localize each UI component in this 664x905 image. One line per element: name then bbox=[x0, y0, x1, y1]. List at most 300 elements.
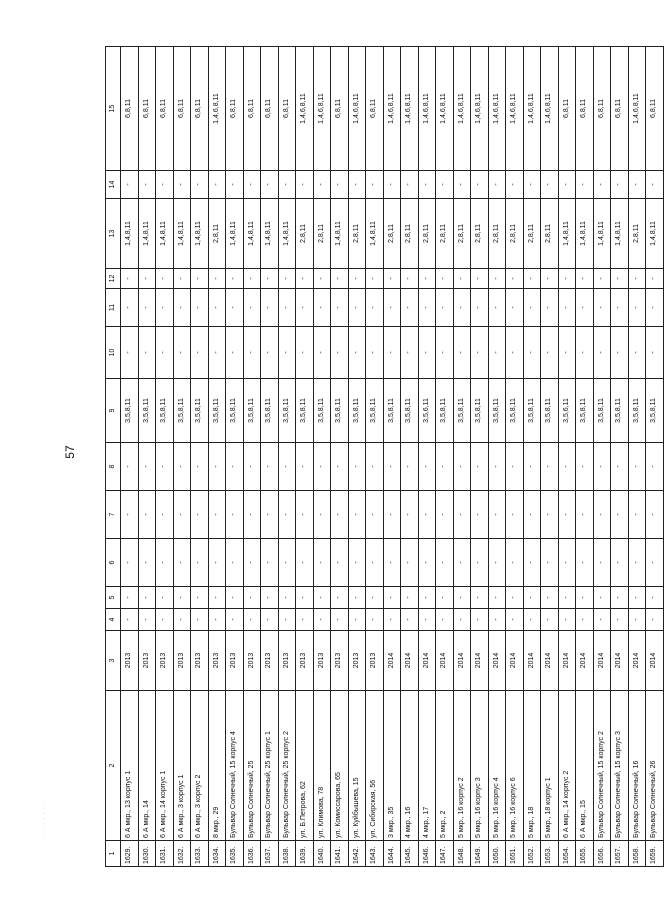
table-cell: 1,4,8,11 bbox=[611, 199, 629, 269]
table-row bbox=[593, 47, 611, 867]
table-cell: - bbox=[313, 289, 331, 327]
table-cell: - bbox=[506, 327, 524, 379]
row-number: 1641. bbox=[331, 841, 349, 867]
table-cell: - bbox=[191, 171, 209, 199]
table-cell: 3,5,8,11 bbox=[453, 379, 471, 443]
table-cell: - bbox=[226, 609, 244, 631]
table-cell: - bbox=[488, 539, 506, 587]
table-cell: - bbox=[191, 609, 209, 631]
table-cell: - bbox=[226, 587, 244, 609]
column-header: 14 bbox=[106, 171, 121, 199]
table-cell: - bbox=[558, 289, 576, 327]
table-cell: 2,8,11 bbox=[348, 199, 366, 269]
table-cell: - bbox=[331, 327, 349, 379]
table-cell: - bbox=[331, 269, 349, 289]
address-cell: Бульвар Солнечный, 15 корпус 3 bbox=[611, 691, 629, 841]
table-cell: - bbox=[541, 587, 559, 609]
table-cell: - bbox=[156, 539, 174, 587]
column-header: 11 bbox=[106, 289, 121, 327]
table-cell: - bbox=[506, 539, 524, 587]
table-cell: 6,8,11 bbox=[261, 47, 279, 171]
table-cell: 2013 bbox=[261, 631, 279, 691]
table-cell: - bbox=[208, 269, 226, 289]
table-cell: - bbox=[138, 171, 156, 199]
table-cell: 3,5,8,11 bbox=[348, 379, 366, 443]
table-cell: 2013 bbox=[191, 631, 209, 691]
table-cell: - bbox=[628, 491, 646, 539]
table-cell: - bbox=[331, 539, 349, 587]
table-cell: - bbox=[366, 269, 384, 289]
table-cell: - bbox=[576, 269, 594, 289]
table-cell: 3,5,8,11 bbox=[523, 379, 541, 443]
address-cell: Бульвар Солнечный, 15 корпус 4 bbox=[226, 691, 244, 841]
table-cell: 2014 bbox=[558, 631, 576, 691]
table-cell: - bbox=[208, 587, 226, 609]
table-cell: 2013 bbox=[173, 631, 191, 691]
table-cell: - bbox=[576, 443, 594, 491]
table-cell: - bbox=[366, 289, 384, 327]
table-cell: - bbox=[453, 327, 471, 379]
table-cell: - bbox=[243, 269, 261, 289]
table-cell: - bbox=[436, 609, 454, 631]
table-cell: - bbox=[576, 491, 594, 539]
table-cell: - bbox=[173, 609, 191, 631]
table-cell: 6,8,11 bbox=[121, 47, 139, 171]
table-row bbox=[296, 47, 314, 867]
row-number: 1656. bbox=[593, 841, 611, 867]
table-cell: - bbox=[313, 491, 331, 539]
table-cell: 3,5,8,11 bbox=[628, 379, 646, 443]
table-cell: 1,4,6,8,11 bbox=[418, 47, 436, 171]
row-number: 1658. bbox=[628, 841, 646, 867]
table-row bbox=[628, 47, 646, 867]
table-cell: - bbox=[383, 171, 401, 199]
table-cell: - bbox=[471, 587, 489, 609]
table-cell: - bbox=[628, 327, 646, 379]
table-cell: - bbox=[611, 609, 629, 631]
table-cell: - bbox=[541, 289, 559, 327]
table-cell: - bbox=[156, 171, 174, 199]
table-cell: - bbox=[226, 443, 244, 491]
table-cell: - bbox=[173, 269, 191, 289]
table-cell: - bbox=[383, 327, 401, 379]
table-cell: - bbox=[243, 443, 261, 491]
table-cell: - bbox=[121, 491, 139, 539]
table-cell: - bbox=[401, 327, 419, 379]
table-cell: - bbox=[418, 443, 436, 491]
table-cell: 1,4,8,11 bbox=[331, 199, 349, 269]
table-cell: - bbox=[366, 491, 384, 539]
table-cell: 2014 bbox=[593, 631, 611, 691]
row-number: 1631. bbox=[156, 841, 174, 867]
table-cell: - bbox=[383, 443, 401, 491]
table-row bbox=[453, 47, 471, 867]
table-cell: 2,8,11 bbox=[541, 199, 559, 269]
table-cell: - bbox=[261, 491, 279, 539]
table-cell: 2,8,11 bbox=[453, 199, 471, 269]
address-cell: 6 А мкр., 13 корпус 1 bbox=[121, 691, 139, 841]
table-cell: - bbox=[331, 491, 349, 539]
table-row bbox=[383, 47, 401, 867]
table-cell: 3,5,8,11 bbox=[576, 379, 594, 443]
table-cell: - bbox=[278, 269, 296, 289]
table-cell: 3,5,8,11 bbox=[156, 379, 174, 443]
table-cell: - bbox=[208, 491, 226, 539]
table-cell: - bbox=[331, 587, 349, 609]
table-cell: - bbox=[296, 491, 314, 539]
table-cell: 3,5,6,11 bbox=[558, 379, 576, 443]
table-cell: - bbox=[121, 539, 139, 587]
table-cell: 1,4,6,8,11 bbox=[436, 47, 454, 171]
table-cell: - bbox=[593, 289, 611, 327]
table-cell: - bbox=[191, 443, 209, 491]
table-cell: - bbox=[576, 539, 594, 587]
table-cell: - bbox=[261, 587, 279, 609]
table-row bbox=[331, 47, 349, 867]
table-cell: - bbox=[243, 289, 261, 327]
table-cell: - bbox=[366, 539, 384, 587]
table-cell: - bbox=[313, 587, 331, 609]
table-cell: - bbox=[366, 327, 384, 379]
table-cell: 6,8,11 bbox=[156, 47, 174, 171]
table-cell: - bbox=[173, 491, 191, 539]
table-row bbox=[418, 47, 436, 867]
column-header: 8 bbox=[106, 443, 121, 491]
table-cell: - bbox=[593, 491, 611, 539]
table-row bbox=[488, 47, 506, 867]
table-cell: 6,8,11 bbox=[331, 47, 349, 171]
table-cell: - bbox=[261, 609, 279, 631]
table-cell: - bbox=[593, 443, 611, 491]
table-cell: - bbox=[226, 539, 244, 587]
table-cell: 3,5,8,11 bbox=[138, 379, 156, 443]
table-cell: - bbox=[348, 443, 366, 491]
column-header: 10 bbox=[106, 327, 121, 379]
table-cell: - bbox=[383, 587, 401, 609]
table-cell: - bbox=[436, 443, 454, 491]
table-cell: - bbox=[576, 289, 594, 327]
table-cell: 2014 bbox=[401, 631, 419, 691]
table-cell: - bbox=[523, 269, 541, 289]
table-cell: - bbox=[313, 609, 331, 631]
table-cell: 2,8,11 bbox=[383, 199, 401, 269]
table-cell: 3,5,8,11 bbox=[541, 379, 559, 443]
table-cell: 6,8,11 bbox=[226, 47, 244, 171]
table-cell: - bbox=[488, 171, 506, 199]
table-cell: - bbox=[191, 327, 209, 379]
table-cell: - bbox=[611, 289, 629, 327]
address-cell: Бульвар Солнечный, 16 bbox=[628, 691, 646, 841]
table-cell: - bbox=[191, 491, 209, 539]
table-cell: - bbox=[226, 289, 244, 327]
table-cell: 2014 bbox=[628, 631, 646, 691]
table-cell: - bbox=[558, 443, 576, 491]
table-cell: - bbox=[418, 609, 436, 631]
table-cell: - bbox=[278, 171, 296, 199]
table-cell: - bbox=[593, 539, 611, 587]
address-cell: 5 мкр., 2 bbox=[436, 691, 454, 841]
table-cell: - bbox=[121, 289, 139, 327]
address-cell: 8 мкр., 29 bbox=[208, 691, 226, 841]
table-cell: - bbox=[523, 609, 541, 631]
row-number: 1651. bbox=[506, 841, 524, 867]
table-cell: - bbox=[296, 587, 314, 609]
table-row bbox=[646, 47, 664, 867]
table-cell: - bbox=[173, 539, 191, 587]
address-cell: Бульвар Солнечный, 25 bbox=[243, 691, 261, 841]
table-cell: - bbox=[313, 443, 331, 491]
row-number: 1634. bbox=[208, 841, 226, 867]
table-cell: - bbox=[628, 171, 646, 199]
row-number: 1633. bbox=[191, 841, 209, 867]
table-cell: 6,8,11 bbox=[173, 47, 191, 171]
row-number: 1632. bbox=[173, 841, 191, 867]
table-cell: - bbox=[611, 269, 629, 289]
table-cell: - bbox=[436, 171, 454, 199]
table-cell: 3,5,8,11 bbox=[593, 379, 611, 443]
row-number: 1643. bbox=[366, 841, 384, 867]
table-cell: 2013 bbox=[208, 631, 226, 691]
table-cell: - bbox=[523, 327, 541, 379]
table-cell: - bbox=[558, 327, 576, 379]
header-row bbox=[106, 47, 121, 867]
row-number: 1648. bbox=[453, 841, 471, 867]
table-cell: - bbox=[471, 491, 489, 539]
table-cell: - bbox=[628, 587, 646, 609]
table-cell: - bbox=[383, 289, 401, 327]
table-cell: 3,5,8,11 bbox=[121, 379, 139, 443]
table-cell: 1,4,6,8,11 bbox=[348, 47, 366, 171]
row-number: 1639. bbox=[296, 841, 314, 867]
table-cell: - bbox=[348, 327, 366, 379]
address-cell: ул. Б.Петрова, 62 bbox=[296, 691, 314, 841]
table-cell: - bbox=[628, 269, 646, 289]
table-row bbox=[523, 47, 541, 867]
address-cell: 6 А мкр., 14 bbox=[138, 691, 156, 841]
table-cell: - bbox=[383, 609, 401, 631]
table-cell: - bbox=[611, 171, 629, 199]
table-cell: - bbox=[593, 609, 611, 631]
table-cell: - bbox=[331, 609, 349, 631]
column-header: 15 bbox=[106, 47, 121, 171]
table-cell: 3,5,8,11 bbox=[471, 379, 489, 443]
table-cell: - bbox=[296, 269, 314, 289]
table-cell: 2014 bbox=[418, 631, 436, 691]
table-cell: - bbox=[331, 171, 349, 199]
row-number: 1645. bbox=[401, 841, 419, 867]
table-cell: - bbox=[488, 443, 506, 491]
table-cell: - bbox=[156, 327, 174, 379]
table-cell: - bbox=[366, 171, 384, 199]
table-cell: - bbox=[313, 269, 331, 289]
table-cell: 2014 bbox=[523, 631, 541, 691]
table-cell: - bbox=[278, 609, 296, 631]
address-cell: 5 мкр., 16 корпус 4 bbox=[488, 691, 506, 841]
row-number: 1629. bbox=[121, 841, 139, 867]
row-number: 1644. bbox=[383, 841, 401, 867]
table-cell: - bbox=[453, 491, 471, 539]
table-cell: 2,8,11 bbox=[471, 199, 489, 269]
table-cell: 2,8,11 bbox=[401, 199, 419, 269]
table-cell: - bbox=[261, 443, 279, 491]
table-cell: - bbox=[348, 587, 366, 609]
table-cell: - bbox=[138, 609, 156, 631]
table-cell: - bbox=[278, 491, 296, 539]
table-cell: - bbox=[488, 609, 506, 631]
table-cell: 2,8,11 bbox=[488, 199, 506, 269]
address-cell: 4 мкр., 17 bbox=[418, 691, 436, 841]
table-cell: - bbox=[348, 289, 366, 327]
table-cell: - bbox=[348, 609, 366, 631]
table-cell: - bbox=[191, 587, 209, 609]
row-number: 1659. bbox=[646, 841, 664, 867]
table-cell: - bbox=[418, 491, 436, 539]
table-cell: - bbox=[593, 587, 611, 609]
table-cell: - bbox=[558, 269, 576, 289]
table-cell: - bbox=[523, 587, 541, 609]
table-cell: 2,8,11 bbox=[313, 199, 331, 269]
table-cell: - bbox=[278, 587, 296, 609]
table-cell: - bbox=[208, 289, 226, 327]
table-cell: 2013 bbox=[278, 631, 296, 691]
table-row bbox=[208, 47, 226, 867]
table-cell: - bbox=[541, 609, 559, 631]
table-cell: 1,4,8,11 bbox=[558, 199, 576, 269]
table-cell: - bbox=[401, 539, 419, 587]
table-cell: - bbox=[173, 327, 191, 379]
table-cell: 1,4,8,11 bbox=[226, 199, 244, 269]
table-cell: 1,4,6,8,11 bbox=[313, 47, 331, 171]
table-cell: - bbox=[243, 609, 261, 631]
column-header: 6 bbox=[106, 539, 121, 587]
table-cell: - bbox=[418, 587, 436, 609]
table-cell: - bbox=[156, 443, 174, 491]
table-cell: 6,8,11 bbox=[243, 47, 261, 171]
table-cell: 2014 bbox=[471, 631, 489, 691]
table-cell: - bbox=[226, 171, 244, 199]
address-cell: 5 мкр., 18 bbox=[523, 691, 541, 841]
column-header: 4 bbox=[106, 609, 121, 631]
table-cell: 2014 bbox=[436, 631, 454, 691]
table-cell: - bbox=[628, 539, 646, 587]
table-cell: 6,8,11 bbox=[278, 47, 296, 171]
table-cell: 1,4,8,11 bbox=[366, 199, 384, 269]
table-cell: - bbox=[366, 609, 384, 631]
table-cell: - bbox=[383, 269, 401, 289]
table-row bbox=[261, 47, 279, 867]
table-cell: - bbox=[226, 327, 244, 379]
table-cell: 1,4,8,11 bbox=[173, 199, 191, 269]
table-cell: - bbox=[156, 289, 174, 327]
page-number: 57 bbox=[63, 445, 77, 459]
table-cell: 3,5,8,11 bbox=[646, 379, 664, 443]
table-cell: 2014 bbox=[506, 631, 524, 691]
column-header: 12 bbox=[106, 269, 121, 289]
table-cell: - bbox=[138, 443, 156, 491]
table-cell: 6,8,11 bbox=[576, 47, 594, 171]
table-cell: 2013 bbox=[348, 631, 366, 691]
table-cell: - bbox=[401, 609, 419, 631]
table-cell: 3,5,8,11 bbox=[488, 379, 506, 443]
table-cell: 1,4,8,11 bbox=[243, 199, 261, 269]
table-cell: 3,5,8,11 bbox=[313, 379, 331, 443]
table-cell: - bbox=[348, 539, 366, 587]
table-cell: 3,5,8,11 bbox=[278, 379, 296, 443]
table-cell: - bbox=[541, 171, 559, 199]
table-cell: 1,4,6,8,11 bbox=[506, 47, 524, 171]
table-cell: - bbox=[558, 539, 576, 587]
table-cell: - bbox=[541, 443, 559, 491]
table-cell: 6,8,11 bbox=[138, 47, 156, 171]
table-cell: 2014 bbox=[453, 631, 471, 691]
table-cell: 2014 bbox=[383, 631, 401, 691]
table-cell: - bbox=[436, 327, 454, 379]
column-header: 9 bbox=[106, 379, 121, 443]
table-cell: - bbox=[646, 491, 664, 539]
table-cell: 1,4,8,11 bbox=[138, 199, 156, 269]
table-cell: - bbox=[348, 269, 366, 289]
table-cell: 2013 bbox=[226, 631, 244, 691]
table-cell: 1,4,8,11 bbox=[576, 199, 594, 269]
table-cell: - bbox=[243, 539, 261, 587]
table-cell: - bbox=[348, 171, 366, 199]
table-cell: 3,5,8,11 bbox=[436, 379, 454, 443]
table-cell: 2013 bbox=[313, 631, 331, 691]
table-cell: - bbox=[628, 609, 646, 631]
table-cell: - bbox=[506, 443, 524, 491]
table-cell: - bbox=[471, 289, 489, 327]
table-cell: - bbox=[471, 327, 489, 379]
table-cell: - bbox=[471, 539, 489, 587]
table-cell: - bbox=[226, 269, 244, 289]
table-cell: - bbox=[208, 171, 226, 199]
table-cell: - bbox=[243, 171, 261, 199]
table-cell: - bbox=[138, 327, 156, 379]
table-cell: 6,8,11 bbox=[366, 47, 384, 171]
table-cell: 6,8,11 bbox=[646, 47, 664, 171]
table-cell: 3,5,8,11 bbox=[261, 379, 279, 443]
table-cell: 1,4,6,8,11 bbox=[401, 47, 419, 171]
row-number: 1657. bbox=[611, 841, 629, 867]
table-cell: 6,8,11 bbox=[611, 47, 629, 171]
row-number: 1647. bbox=[436, 841, 454, 867]
table-cell: - bbox=[296, 327, 314, 379]
table-cell: 2,8,11 bbox=[506, 199, 524, 269]
table-cell: - bbox=[138, 491, 156, 539]
table-row bbox=[243, 47, 261, 867]
table-cell: 1,4,8,11 bbox=[121, 199, 139, 269]
address-cell: 4 мкр., 16 bbox=[401, 691, 419, 841]
table-cell: - bbox=[191, 289, 209, 327]
table-cell: - bbox=[506, 491, 524, 539]
address-cell: Бульвар Солнечный, 25 корпус 1 bbox=[261, 691, 279, 841]
column-header: 1 bbox=[106, 841, 121, 867]
address-cell: 3 мкр., 35 bbox=[383, 691, 401, 841]
table-cell: - bbox=[488, 491, 506, 539]
row-number: 1636. bbox=[243, 841, 261, 867]
table-cell: 6,8,11 bbox=[191, 47, 209, 171]
table-cell: - bbox=[208, 609, 226, 631]
table-cell: 2,8,11 bbox=[418, 199, 436, 269]
table-cell: - bbox=[576, 171, 594, 199]
table-cell: - bbox=[278, 443, 296, 491]
table-row bbox=[156, 47, 174, 867]
address-cell: 6 А мкр., 14 корпус 2 bbox=[558, 691, 576, 841]
table-cell: - bbox=[646, 327, 664, 379]
table-cell: - bbox=[278, 289, 296, 327]
table-cell: - bbox=[121, 587, 139, 609]
table-cell: - bbox=[488, 289, 506, 327]
